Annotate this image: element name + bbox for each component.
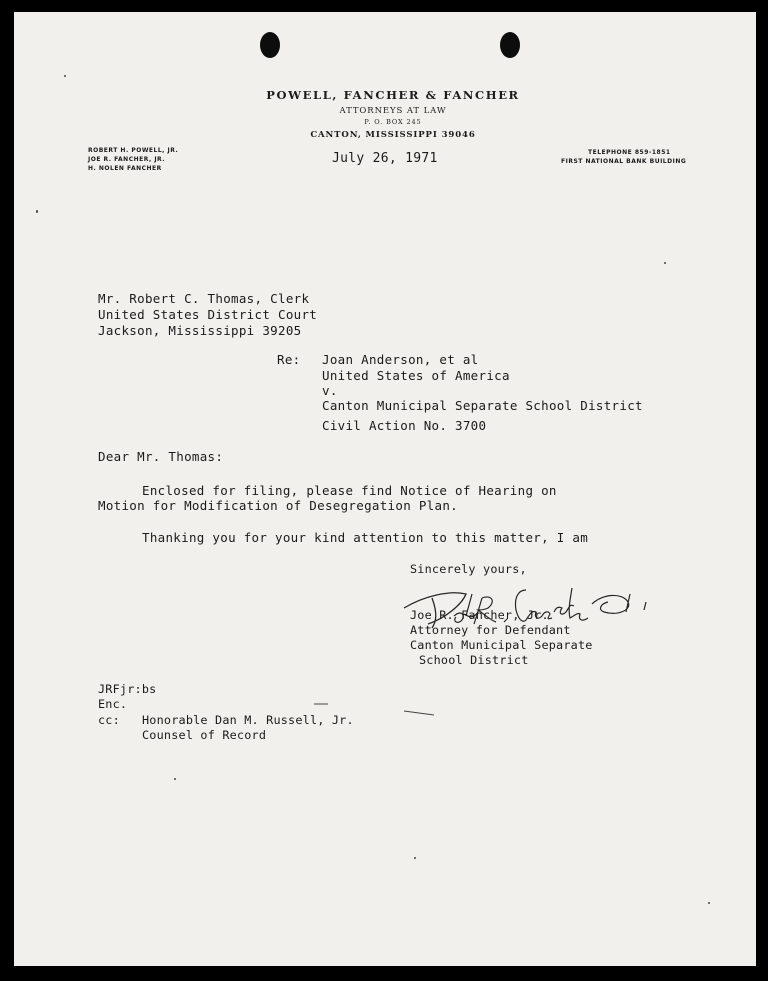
partner-name: JOE R. FANCHER, JR.	[88, 156, 166, 163]
paper-speck	[174, 778, 176, 780]
signer-title: Attorney for Defendant	[410, 623, 571, 637]
enclosure-note: Enc.	[98, 697, 128, 711]
cc-recipient: Honorable Dan M. Russell, Jr.	[142, 713, 354, 727]
punch-hole-right	[500, 32, 520, 58]
signer-name: Joe R. Fancher, Jr.	[410, 608, 549, 622]
firm-po-box: P. O. BOX 245	[364, 118, 422, 126]
firm-city: CANTON, MISSISSIPPI 39046	[310, 130, 476, 140]
cc-recipient: Counsel of Record	[142, 728, 267, 742]
letter-date: July 26, 1971	[332, 151, 438, 166]
paper-speck	[708, 902, 710, 904]
paper-speck	[414, 857, 416, 859]
typist-initials: JRFjr:bs	[98, 682, 157, 696]
re-line: v.	[322, 383, 338, 398]
body-paragraph-1-cont: Motion for Modification of Desegregation Plan.	[98, 498, 458, 513]
letter-page	[14, 12, 756, 966]
punch-hole-left	[260, 32, 280, 58]
firm-name: POWELL, FANCHER & FANCHER	[266, 88, 520, 102]
re-line: United States of America	[322, 368, 510, 383]
pen-marks	[304, 698, 444, 724]
partner-name: H. NOLEN FANCHER	[88, 165, 162, 172]
re-label: Re:	[277, 352, 301, 367]
re-line: Joan Anderson, et al	[322, 352, 479, 367]
paper-speck	[36, 210, 38, 213]
firm-building: FIRST NATIONAL BANK BUILDING	[561, 158, 687, 165]
firm-telephone: TELEPHONE 859-1851	[588, 149, 671, 156]
recipient-line: United States District Court	[98, 307, 318, 322]
cc-label: cc:	[98, 713, 120, 727]
signer-org: School District	[419, 653, 529, 667]
partner-name: ROBERT H. POWELL, JR.	[88, 147, 179, 154]
signer-org: Canton Municipal Separate	[410, 638, 593, 652]
civil-action-number: Civil Action No. 3700	[322, 418, 487, 433]
recipient-line: Mr. Robert C. Thomas, Clerk	[98, 291, 310, 306]
recipient-line: Jackson, Mississippi 39205	[98, 323, 302, 338]
firm-subtitle: ATTORNEYS AT LAW	[339, 106, 447, 116]
body-paragraph-2: Thanking you for your kind attention to this matter, I am	[142, 530, 589, 545]
body-paragraph-1: Enclosed for filing, please find Notice of Hearing on	[142, 483, 557, 498]
paper-speck	[64, 75, 66, 77]
re-line: Canton Municipal Separate School District	[322, 398, 643, 413]
salutation: Dear Mr. Thomas:	[98, 449, 224, 464]
paper-speck	[664, 262, 666, 264]
closing: Sincerely yours,	[410, 562, 527, 576]
